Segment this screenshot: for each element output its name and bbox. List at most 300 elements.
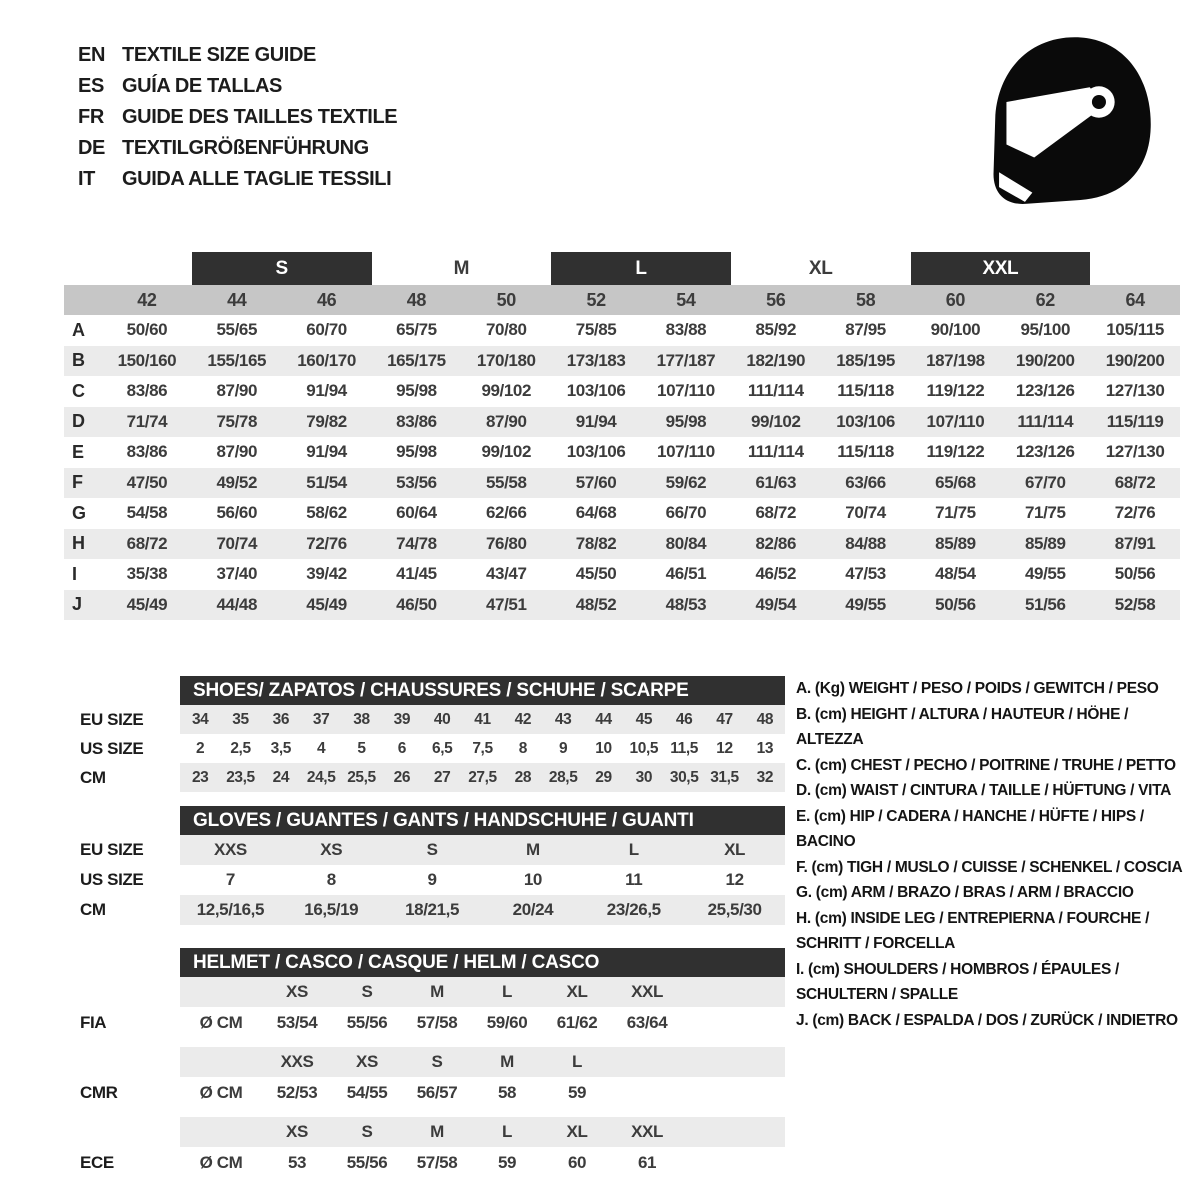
helmet-size-cell: M (430, 982, 444, 1001)
shoes-section-title: SHOES/ ZAPATOS / CHAUSSURES / SCHUHE / SCARPE (180, 676, 785, 705)
measurement-cell: 45/49 (126, 594, 168, 614)
shoe-size-cell: 24,5 (306, 768, 336, 786)
measurement-cell: 115/118 (837, 442, 894, 462)
measurement-cell: 65/68 (935, 472, 976, 492)
measurement-cell: 177/187 (656, 350, 716, 370)
glove-size-cell: XXS (214, 840, 247, 859)
gloves-section (64, 806, 786, 925)
size-band-row (64, 252, 1180, 285)
shoe-size-cell: 26 (393, 768, 411, 786)
measurement-cell: 55/58 (485, 472, 527, 492)
measurement-cell: 119/122 (926, 442, 985, 462)
shoe-size-cell: 32 (756, 768, 774, 786)
size-number-cell: 42 (137, 289, 157, 310)
measurement-cell: 187/198 (926, 350, 985, 370)
measurement-cell: 47/53 (845, 564, 886, 584)
measurement-cell: 68/72 (1114, 472, 1156, 492)
shoes-us-row (180, 734, 785, 763)
measurement-cell: 87/95 (845, 320, 886, 340)
diameter-unit-label: Ø CM (199, 1153, 243, 1172)
helmet-diameter-cell: 61/62 (556, 1013, 598, 1032)
spacer (64, 977, 180, 1007)
measurement-cell: 49/55 (1024, 564, 1066, 584)
table-row (64, 1117, 786, 1147)
helmet-size-cell: XXL (631, 982, 663, 1001)
helmet-diameter-cell: 56/57 (416, 1083, 458, 1102)
shoe-size-cell: 39 (393, 710, 411, 728)
helmet-cmr-values-row (180, 1077, 785, 1109)
glove-size-cell: 25,5/30 (707, 900, 762, 919)
us-size-label: US SIZE (80, 738, 144, 758)
measurement-cell: 45/50 (575, 564, 617, 584)
table-row (64, 1047, 786, 1077)
measurement-cell: 71/75 (935, 503, 976, 523)
size-number-cell: 48 (406, 289, 427, 310)
measurement-cell: 127/130 (1105, 381, 1165, 401)
measurement-cell: 58/62 (306, 503, 347, 523)
measurement-cell: 85/89 (1024, 533, 1066, 553)
measurement-cell: 51/56 (1024, 594, 1066, 614)
helmet-diameter-cell: 57/58 (416, 1153, 458, 1172)
size-number-cell: 50 (496, 289, 516, 310)
diameter-unit-label: Ø CM (199, 1013, 243, 1032)
helmet-diameter-cell: 53/54 (276, 1013, 318, 1032)
measurement-cell: 44/48 (216, 594, 258, 614)
measurement-cell: 46/51 (665, 564, 707, 584)
helmet-diameter-cell: 53 (287, 1153, 307, 1172)
measurement-cell: 70/80 (485, 320, 527, 340)
measurement-cell: 107/110 (926, 411, 985, 431)
table-row (64, 407, 1180, 438)
language-list (78, 40, 397, 195)
glove-size-cell: S (426, 840, 438, 859)
measurement-cell: 170/180 (476, 350, 536, 370)
measurement-cell: 39/42 (306, 564, 347, 584)
helmet-diameter-cell: 60 (567, 1153, 587, 1172)
measurement-cell: 37/40 (216, 564, 258, 584)
measurement-cell: 95/100 (1020, 320, 1071, 340)
size-number-cell: 60 (945, 289, 966, 310)
size-number-cell: 46 (316, 289, 337, 310)
table-row (64, 559, 1180, 590)
language-line (78, 164, 397, 195)
table-row (64, 346, 1180, 377)
language-line (78, 40, 397, 71)
table-row (64, 734, 786, 763)
helmet-size-cell: XS (356, 1052, 378, 1071)
helmet-diameter-cell: 55/56 (346, 1153, 388, 1172)
glove-size-cell: 20/24 (512, 900, 554, 919)
size-band-l: L (551, 252, 731, 285)
measurement-cell: 61/63 (755, 472, 797, 492)
row-letter: D (72, 411, 85, 432)
row-letter: C (72, 380, 85, 401)
legend-line: I. (cm) SHOULDERS / HOMBROS / ÉPAULES / SCHULTERN / SPALLE (796, 960, 1120, 1003)
glove-size-cell: 16,5/19 (304, 900, 359, 919)
measurement-cell: 47/51 (485, 594, 527, 614)
shoe-size-cell: 46 (675, 710, 693, 728)
ece-label: ECE (80, 1153, 114, 1172)
glove-size-cell: 8 (326, 870, 336, 889)
helmet-size-cell: XXS (280, 1052, 314, 1071)
shoes-cm-row (180, 763, 785, 792)
measurement-cell: 111/114 (1017, 411, 1074, 431)
shoe-size-cell: 44 (595, 710, 612, 728)
helmet-diameter-cell: 59/60 (486, 1013, 528, 1032)
helmet-diameter-cell: 63/64 (626, 1013, 668, 1032)
measurement-cell: 55/65 (216, 320, 258, 340)
measurement-cell: 85/92 (755, 320, 797, 340)
measurement-cell: 87/91 (1114, 533, 1156, 553)
helmet-size-cell: XL (566, 982, 588, 1001)
table-row (64, 1077, 786, 1109)
helmet-diameter-cell: 59 (497, 1153, 517, 1172)
table-row (64, 1147, 786, 1179)
measurement-cell: 50/56 (935, 594, 976, 614)
size-number-cell: 54 (676, 289, 696, 310)
measurement-cell: 99/102 (481, 442, 532, 462)
measurement-cell: 103/106 (566, 381, 626, 401)
glove-size-cell: 10 (523, 870, 542, 889)
language-line (78, 102, 397, 133)
measurement-cell: 83/86 (126, 381, 168, 401)
measurement-cell: 56/60 (216, 503, 258, 523)
measurement-cell: 83/86 (126, 442, 168, 462)
measurement-cell: 91/94 (306, 381, 347, 401)
shoes-eu-row (180, 705, 785, 734)
measurement-cell: 103/106 (566, 442, 626, 462)
size-number-cell: 58 (855, 289, 876, 310)
legend-line: H. (cm) INSIDE LEG / ENTREPIERNA / FOURCHE / SCHRITT / FORCELLA (796, 909, 1150, 952)
language-code: IT (78, 168, 95, 190)
us-size-label: US SIZE (80, 870, 144, 889)
table-row (64, 468, 1180, 499)
measurement-cell: 84/88 (845, 533, 886, 553)
shoe-size-cell: 31,5 (710, 768, 739, 786)
textile-size-table (64, 252, 1180, 620)
measurement-cell: 127/130 (1105, 442, 1165, 462)
helmet-size-cell: XXL (631, 1122, 663, 1141)
legend-line: J. (cm) BACK / ESPALDA / DOS / ZURÜCK / INDIETRO (796, 1011, 1178, 1029)
measurement-cell: 155/165 (207, 350, 267, 370)
glove-size-cell: 9 (427, 870, 437, 889)
spacer (64, 285, 102, 315)
shoe-size-cell: 35 (232, 710, 249, 728)
measurement-cell: 123/126 (1015, 442, 1075, 462)
language-code: ES (78, 75, 104, 97)
spacer (64, 1117, 180, 1147)
measurement-cell: 91/94 (575, 411, 617, 431)
language-line (78, 71, 397, 102)
measurement-cell: 95/98 (665, 411, 707, 431)
table-row (64, 865, 786, 895)
shoe-size-cell: 10 (595, 739, 612, 757)
helmet-diameter-cell: 57/58 (416, 1013, 458, 1032)
shoe-size-cell: 13 (756, 739, 774, 757)
shoe-size-cell: 2,5 (230, 739, 251, 757)
measurement-cell: 87/90 (216, 381, 258, 401)
table-row (64, 763, 786, 792)
shoe-size-cell: 40 (433, 710, 451, 728)
legend-line: C. (cm) CHEST / PECHO / POITRINE / TRUHE / PETTO (796, 756, 1176, 774)
measurement-cell: 111/114 (747, 381, 804, 401)
helmet-size-cell: XS (286, 982, 308, 1001)
helmet-ece-values-row (180, 1147, 785, 1179)
table-row (64, 1007, 786, 1039)
measurement-cell: 75/85 (575, 320, 617, 340)
shoe-size-cell: 36 (272, 710, 290, 728)
shoe-size-cell: 25,5 (347, 768, 376, 786)
measurement-cell: 70/74 (845, 503, 886, 523)
measurement-cell: 46/52 (755, 564, 797, 584)
legend-line: F. (cm) TIGH / MUSLO / CUISSE / SCHENKEL / COSCIA (796, 858, 1183, 876)
measurement-cell: 72/76 (1114, 503, 1156, 523)
shoe-size-cell: 24 (272, 768, 290, 786)
shoe-size-cell: 6,5 (431, 739, 453, 757)
measurement-cell: 119/122 (926, 381, 985, 401)
measurement-cell: 87/90 (485, 411, 527, 431)
measurement-cell: 83/86 (396, 411, 437, 431)
helmet-size-cell: S (431, 1052, 443, 1071)
row-letter: A (72, 319, 85, 340)
helmet-size-cell: L (502, 1122, 512, 1141)
measurement-legend (796, 676, 1186, 1033)
measurement-cell: 95/98 (396, 381, 437, 401)
measurement-cell: 71/75 (1024, 503, 1066, 523)
measurement-cell: 50/60 (126, 320, 168, 340)
helmet-size-cell: L (502, 982, 512, 1001)
measurement-cell: 160/170 (297, 350, 356, 370)
measurement-cell: 190/200 (1015, 350, 1075, 370)
table-row (64, 498, 1180, 529)
helmet-diameter-cell: 55/56 (346, 1013, 388, 1032)
size-band-s: S (192, 252, 372, 285)
measurement-rows (64, 315, 1180, 620)
helmet-diameter-cell: 58 (497, 1083, 517, 1102)
measurement-cell: 95/98 (396, 442, 437, 462)
glove-size-cell: 12,5/16,5 (196, 900, 265, 919)
measurement-cell: 75/78 (216, 411, 258, 431)
measurement-cell: 79/82 (306, 411, 347, 431)
size-band-m: M (453, 257, 470, 279)
helmet-size-cell: XL (566, 1122, 588, 1141)
measurement-cell: 49/55 (845, 594, 886, 614)
row-letter: I (72, 563, 77, 584)
measurement-cell: 107/110 (657, 381, 715, 401)
helmet-size-cell: M (430, 1122, 444, 1141)
measurement-cell: 71/74 (126, 411, 168, 431)
measurement-cell: 48/53 (665, 594, 707, 614)
shoe-size-cell: 38 (353, 710, 370, 728)
language-title: GUIDA ALLE TAGLIE TESSILI (122, 168, 392, 190)
helmet-diameter-cell: 54/55 (346, 1083, 388, 1102)
row-letter: G (72, 502, 86, 523)
measurement-cell: 64/68 (575, 503, 617, 523)
glove-size-cell: XS (320, 840, 343, 859)
measurement-cell: 46/50 (396, 594, 437, 614)
shoe-size-cell: 23,5 (226, 768, 255, 786)
measurement-cell: 47/50 (126, 472, 168, 492)
measurement-cell: 67/70 (1024, 472, 1066, 492)
shoe-size-cell: 47 (716, 710, 733, 728)
shoe-size-cell: 29 (595, 768, 612, 786)
measurement-cell: 35/38 (126, 564, 168, 584)
fia-label: FIA (80, 1013, 107, 1032)
eu-size-label: EU SIZE (80, 709, 144, 729)
measurement-cell: 63/66 (845, 472, 886, 492)
divider (64, 1039, 786, 1047)
shoe-size-cell: 30,5 (669, 768, 699, 786)
measurement-cell: 60/70 (306, 320, 347, 340)
size-number-cell: 44 (227, 289, 247, 310)
glove-size-cell: M (526, 840, 540, 859)
measurement-cell: 111/114 (747, 442, 804, 462)
gloves-cm-row (180, 895, 785, 925)
shoe-size-cell: 23 (191, 768, 209, 786)
measurement-cell: 57/60 (575, 472, 617, 492)
measurement-cell: 150/160 (117, 350, 177, 370)
row-letter: E (72, 441, 84, 462)
helmet-size-cell: M (500, 1052, 514, 1071)
shoe-size-cell: 11,5 (670, 739, 699, 757)
measurement-cell: 115/119 (1106, 411, 1164, 431)
glove-size-cell: 7 (225, 870, 235, 889)
gloves-eu-row (180, 835, 785, 865)
helmet-size-cell: S (361, 982, 373, 1001)
shoe-size-cell: 42 (514, 710, 532, 728)
gloves-us-row (180, 865, 785, 895)
helmet-fia-values-row (180, 1007, 785, 1039)
racing-helmet-icon (975, 28, 1160, 213)
measurement-cell: 70/74 (216, 533, 258, 553)
measurement-cell: 43/47 (485, 564, 527, 584)
shoe-size-cell: 3,5 (270, 739, 291, 757)
glove-size-cell: 11 (625, 870, 643, 889)
measurement-cell: 41/45 (396, 564, 437, 584)
measurement-cell: 115/118 (837, 381, 894, 401)
measurement-cell: 62/66 (485, 503, 527, 523)
measurement-cell: 72/76 (306, 533, 347, 553)
measurement-cell: 45/49 (306, 594, 347, 614)
language-line (78, 133, 397, 164)
language-code: FR (78, 106, 104, 128)
shoe-size-cell: 27 (433, 768, 451, 786)
row-letter: F (72, 472, 83, 493)
measurement-cell: 82/86 (755, 533, 797, 553)
shoe-size-cell: 43 (554, 710, 572, 728)
measurement-cell: 50/56 (1114, 564, 1156, 584)
measurement-cell: 48/52 (575, 594, 617, 614)
legend-line: D. (cm) WAIST / CINTURA / TAILLE / HÜFTUNG / VITA (796, 782, 1172, 799)
shoe-size-cell: 6 (397, 739, 406, 757)
shoe-size-cell: 4 (317, 739, 326, 757)
shoe-size-cell: 7,5 (472, 739, 493, 757)
measurement-cell: 49/54 (755, 594, 797, 614)
measurement-cell: 185/195 (836, 350, 895, 370)
measurement-cell: 68/72 (126, 533, 168, 553)
helmet-size-cell: L (572, 1052, 582, 1071)
measurement-cell: 85/89 (935, 533, 976, 553)
measurement-cell: 91/94 (306, 442, 347, 462)
helmet-diameter-cell: 59 (567, 1083, 587, 1102)
language-title: GUIDE DES TAILLES TEXTILE (122, 106, 398, 128)
shoe-size-cell: 30 (635, 768, 653, 786)
glove-size-cell: 18/21,5 (405, 900, 460, 919)
helmet-size-cell: XS (286, 1122, 308, 1141)
size-number-cell: 64 (1125, 289, 1145, 310)
measurement-cell: 107/110 (657, 442, 715, 462)
shoes-section (64, 676, 786, 792)
measurement-cell: 105/115 (1106, 320, 1164, 340)
table-row (64, 895, 786, 925)
glove-size-cell: L (628, 840, 639, 859)
legend-line: G. (cm) ARM / BRAZO / BRAS / ARM / BRACCIO (796, 884, 1134, 901)
size-number-row (64, 285, 1180, 315)
shoe-size-cell: 48 (756, 710, 774, 728)
cmr-label: CMR (80, 1083, 118, 1102)
shoe-size-cell: 41 (474, 710, 491, 728)
size-band-xxl: XXL (911, 252, 1091, 285)
shoe-size-cell: 34 (191, 710, 209, 728)
shoe-size-cell: 37 (312, 710, 330, 728)
helmet-ece-sizes-row (180, 1117, 785, 1147)
diameter-unit-label: Ø CM (199, 1083, 243, 1102)
shoe-size-cell: 12 (716, 739, 733, 757)
measurement-cell: 123/126 (1015, 381, 1075, 401)
helmet-size-cell: S (361, 1122, 373, 1141)
helmet-section (64, 948, 786, 1179)
cm-label: CM (80, 767, 106, 787)
glove-size-cell: XL (724, 840, 746, 859)
measurement-cell: 48/54 (935, 564, 976, 584)
measurement-cell: 53/56 (396, 472, 437, 492)
helmet-section-title: HELMET / CASCO / CASQUE / HELM / CASCO (180, 948, 785, 977)
measurement-cell: 83/88 (665, 320, 707, 340)
shoe-size-cell: 8 (518, 739, 527, 757)
shoe-size-cell: 2 (196, 739, 205, 757)
helmet-diameter-cell: 61 (637, 1153, 657, 1172)
legend-line: E. (cm) HIP / CADERA / HANCHE / HÜFTE / HIPS / BACINO (796, 807, 1144, 850)
table-row (64, 977, 786, 1007)
measurement-cell: 74/78 (396, 533, 437, 553)
shoe-size-cell: 10,5 (629, 739, 659, 757)
measurement-cell: 59/62 (665, 472, 707, 492)
spacer (64, 1047, 180, 1077)
shoe-size-cell: 28,5 (548, 768, 578, 786)
measurement-cell: 51/54 (306, 472, 347, 492)
measurement-cell: 99/102 (750, 411, 801, 431)
shoe-size-cell: 45 (635, 710, 653, 728)
divider (64, 1109, 786, 1117)
shoe-size-cell: 9 (559, 739, 568, 757)
language-title: TEXTILGRÖßENFÜHRUNG (122, 137, 369, 159)
table-row (64, 705, 786, 734)
measurement-cell: 60/64 (396, 503, 437, 523)
size-number-cell: 56 (766, 289, 786, 310)
table-row (64, 376, 1180, 407)
language-code: EN (78, 44, 105, 66)
glove-size-cell: 12 (725, 870, 744, 889)
measurement-cell: 80/84 (665, 533, 707, 553)
measurement-cell: 54/58 (126, 503, 168, 523)
helmet-diameter-cell: 52/53 (276, 1083, 318, 1102)
language-title: GUÍA DE TALLAS (122, 75, 282, 97)
measurement-cell: 165/175 (387, 350, 446, 370)
measurement-cell: 99/102 (481, 381, 532, 401)
size-number-cell: 62 (1035, 289, 1055, 310)
legend-line: A. (Kg) WEIGHT / PESO / POIDS / GEWITCH / PESO (796, 680, 1159, 697)
measurement-cell: 87/90 (216, 442, 258, 462)
